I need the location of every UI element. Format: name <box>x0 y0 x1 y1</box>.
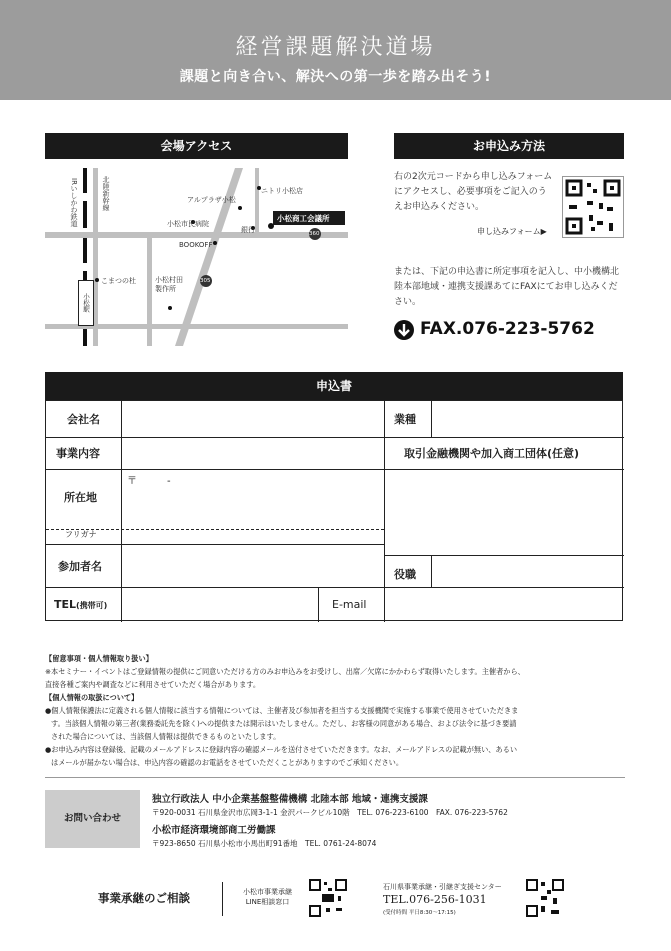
form-link[interactable]: 申し込みフォーム▶ <box>477 227 547 236</box>
support-center-name: 石川県事業承継・引継ぎ支援センター <box>383 883 502 891</box>
business-field[interactable] <box>122 438 381 468</box>
murata-label: 小松村田製作所 <box>155 276 183 293</box>
industry-field[interactable] <box>432 402 622 435</box>
bank-label: 銀行 <box>241 226 255 234</box>
page-title: 経営課題解決道場 <box>235 35 436 60</box>
contact-address-1: 〒920-0031 石川県金沢市広岡3-1-1 金沢パークビル10階 TEL. 076-223-6100 FAX. 076-223-5762 <box>152 808 508 817</box>
apply-heading: お申込み方法 <box>394 133 624 159</box>
furigana-field[interactable] <box>122 529 381 542</box>
contact-org-2: 小松市経済環境部商工労働課 <box>152 825 276 836</box>
venue-label: 小松商工会議所 <box>277 214 330 223</box>
notes-heading-1: 【留意事項・個人情報取り扱い】 <box>45 654 153 663</box>
participant-field[interactable] <box>122 545 381 585</box>
support-center-tel: TEL.076-256-1031 <box>383 893 487 906</box>
notes-line-7: はメールが届かない場合は、申込内容の確認のお電話をさせていただくことがありますのでご承知ください。 <box>51 758 404 767</box>
qr-code-icon[interactable] <box>562 176 624 238</box>
contact-org-1: 独立行政法人 中小企業基盤整備機構 北陸本部 地域・連携支援課 <box>152 794 428 805</box>
industry-label: 業種 <box>394 413 416 426</box>
nitori-label: ニトリ小松店 <box>261 187 303 195</box>
line-qr-code-icon[interactable] <box>308 878 348 918</box>
alplaza-label: アルプラザ小松 <box>187 196 236 204</box>
header-banner <box>0 0 671 100</box>
komatsu-no-mori-label: こまつの杜 <box>101 277 136 285</box>
participant-label: 参加者名 <box>58 560 102 573</box>
ir-line-label: IRいしかわ鉄道 <box>70 178 78 227</box>
address-field[interactable] <box>122 470 381 528</box>
notes-line-4: す。当該個人情報の第三者(業務委託先を除く)への提供または開示はいたしません。ただし、お客様の同意がある場合、および法令に基づき要請 <box>51 719 517 728</box>
notes-line-2: 直接各種ご案内や調査などに利用させていただく場合があります。 <box>45 680 261 689</box>
contact-label: お問い合わせ <box>45 790 140 848</box>
company-field[interactable] <box>122 402 381 435</box>
hospital-label: 小松市民病院 <box>167 220 209 228</box>
shinkansen-label: 北陸新幹線 <box>102 176 110 211</box>
bookoff-label: BOOKOFF <box>179 241 213 249</box>
station-label: 小松駅 <box>78 280 94 326</box>
contact-address-2: 〒923-8650 石川県小松市小馬出町91番地 TEL. 0761-24-8074 <box>152 839 377 848</box>
email-field[interactable] <box>384 588 622 620</box>
position-label: 役職 <box>394 568 416 581</box>
support-center-hours: (受付時間 平日8:30～17:15) <box>383 910 456 916</box>
bank-label: 取引金融機関や加入商工団体(任意) <box>404 447 580 460</box>
consult-heading: 事業承継のご相談 <box>98 891 190 905</box>
furigana-label: フリガナ <box>65 530 97 539</box>
access-map <box>45 168 348 346</box>
main-road <box>45 232 348 238</box>
notes-line-5: された場合については、当該個人情報は提供できるものといたします。 <box>51 732 281 741</box>
company-label: 会社名 <box>67 413 100 426</box>
tel-label: TEL(携帯可) <box>54 598 108 611</box>
address-label: 所在地 <box>64 491 97 504</box>
postal-mark: 〒 - <box>127 476 171 487</box>
road-360-label: 360 <box>309 231 320 237</box>
notes-line-3: ●個人情報保護法に定義される個人情報に該当する情報については、主催者及び参加者を担当する支援機関で実施する事業で使用させていただきま <box>45 706 519 715</box>
business-label: 事業内容 <box>56 447 100 460</box>
email-label: E-mail <box>332 598 367 611</box>
notes-section <box>45 652 625 769</box>
divider <box>45 777 625 778</box>
position-field[interactable] <box>432 556 622 586</box>
support-qr-code-icon[interactable] <box>525 878 565 918</box>
road-305-label: 305 <box>200 278 211 284</box>
footer-divider <box>222 882 223 916</box>
access-heading: 会場アクセス <box>45 133 348 159</box>
apply-instructions: 右の2次元コードから申し込みフォームにアクセスし、必要事項をご記入のうえお申込みください。 <box>394 172 553 212</box>
bank-field[interactable] <box>384 470 622 553</box>
notes-heading-2: 【個人情報の取扱について】 <box>45 693 139 702</box>
arrow-down-icon <box>394 320 414 340</box>
form-heading: 申込書 <box>45 372 623 400</box>
notes-line-1: ※本セミナー・イベントはご登録情報の提供にご同意いただける方のみお申込みをお受けし、出席／欠席にかかわらず取得いたします。主催者から、 <box>45 667 525 676</box>
tel-field[interactable] <box>122 588 316 620</box>
notes-line-6: ●お申込み内容は登録後、記載のメールアドレスに登録内容の確認メールを送付させていただきます。なお、メールアドレスの記載が無い、あるい <box>45 745 518 754</box>
line-consult: 小松市事業承継 LINE相談窓口 <box>243 888 292 906</box>
page-subtitle: 課題と向き合い、解決への第一歩を踏み出そう! <box>179 69 492 85</box>
fax-number: FAX.076-223-5762 <box>420 319 595 339</box>
fax-instructions: または、下記の申込書に所定事項を記入し、中小機構北陸本部地域・連携支援課あてにFAXにてお申し込みください。 <box>394 267 620 307</box>
